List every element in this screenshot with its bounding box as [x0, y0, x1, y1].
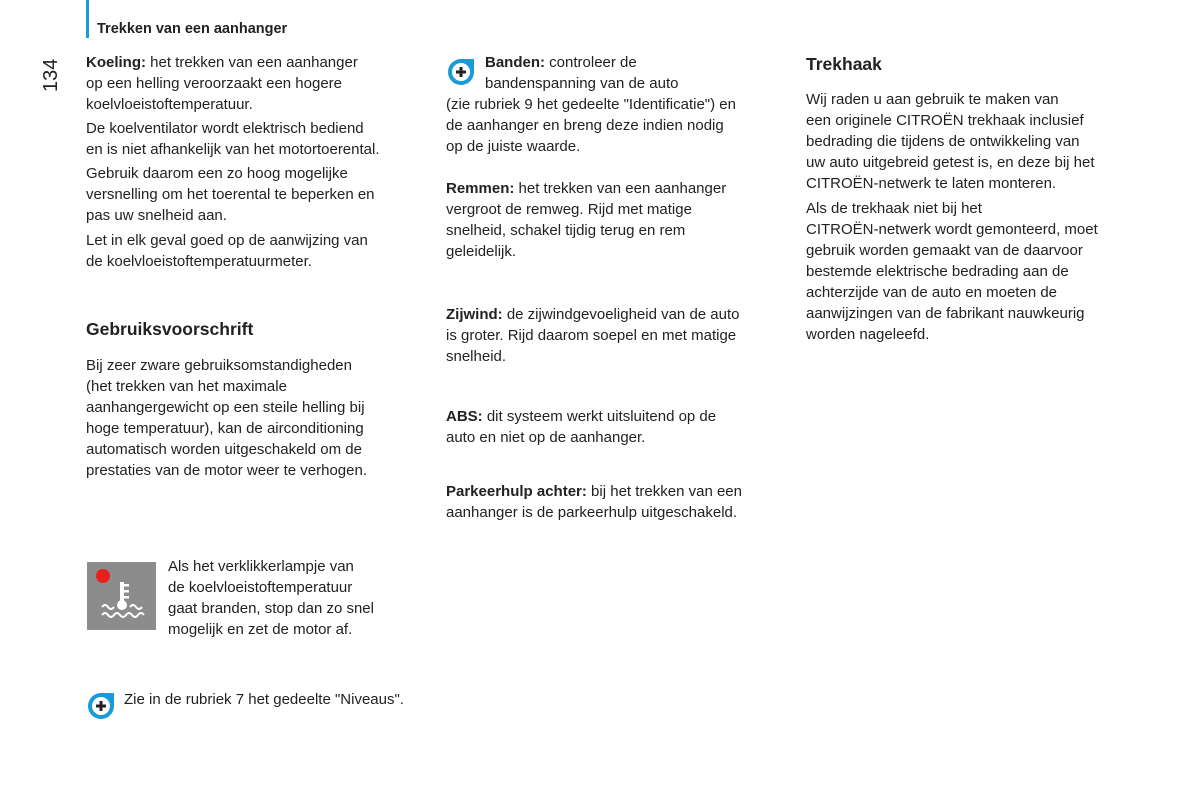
ventilator-paragraph: De koelventilator wordt elektrisch bediend en is niet afhankelijk van het motortoerental. [86, 120, 380, 158]
abs-text: dit systeem werkt uitsluitend op de auto en niet op de aanhanger. [446, 408, 717, 446]
trekhaak-paragraph-2: Als de trekhaak niet bij het CITROËN-netwerk wordt gemonteerd, moet gebruik worden gemaakt van de daarvoor bestemde elektrische bedrading aan de achterzijde van de auto en moeten de aanwijzingen van de fabrikant nauwkeurig worden nageleefd. [806, 200, 1098, 343]
meter-paragraph: Let in elk geval goed op de aanwijzing van de koelvloeistoftemperatuurmeter. [86, 232, 368, 270]
zijwind-label: Zijwind: [446, 306, 503, 323]
note-text: Zie in de rubriek 7 het gedeelte "Niveaus". [124, 691, 404, 708]
banden-label: Banden: [485, 54, 545, 71]
abs-paragraph [446, 406, 716, 448]
parkeerhulp-text: bij het trekken van een aanhanger is de parkeerhulp uitgeschakeld. [446, 483, 742, 521]
info-plus-icon [86, 691, 116, 721]
zijwind-paragraph [446, 304, 740, 367]
trekhaak-heading: Trekhaak [806, 54, 882, 74]
versnelling-paragraph: Gebruik daarom een zo hoog mogelijke versnelling om het toerental te beperken en pas uw snelheid aan. [86, 165, 375, 224]
warning-text: Als het verklikkerlampje van de koelvloeistoftemperatuur gaat branden, stop dan zo snel mogelijk en zet de motor af. [168, 558, 374, 638]
parkeerhulp-paragraph [446, 481, 742, 523]
koeling-paragraph [86, 52, 358, 115]
zijwind-text: de zijwindgevoeligheid van de auto is groter. Rijd daarom soepel en met matige snelheid. [446, 306, 740, 365]
gebruiksvoorschrift-paragraph: Bij zeer zware gebruiksomstandigheden (het trekken van het maximale aanhangergewicht op een steile helling bij hoge temperatuur), kan de airconditioning automatisch worden uitgeschakeld om de prestaties van de motor weer te verhogen. [86, 357, 367, 479]
remmen-label: Remmen: [446, 180, 515, 197]
abs-label: ABS: [446, 408, 483, 425]
page-number: 134 [40, 58, 62, 92]
banden-text: controleer de bandenspanning van de auto [485, 54, 679, 92]
koeling-label: Koeling: [86, 54, 146, 71]
banden-paragraph [485, 52, 679, 94]
section-title: Trekken van een aanhanger [97, 21, 288, 37]
koeling-text: het trekken van een aanhanger op een helling veroorzaakt een hogere koelvloeistoftemperatuur. [86, 54, 358, 113]
trekhaak-paragraph-1: Wij raden u aan gebruik te maken van een originele CITROËN trekhaak inclusief bedrading die tijdens de ontwikkeling van uw auto uitgebreid getest is, en deze bij het CITROËN-netwerk te laten monteren. [806, 91, 1095, 192]
gebruiksvoorschrift-heading: Gebruiksvoorschrift [86, 319, 254, 339]
section-accent-bar [86, 0, 89, 38]
parkeerhulp-label: Parkeerhulp achter: [446, 483, 587, 500]
remmen-paragraph [446, 178, 726, 262]
coolant-temperature-warning-icon [87, 562, 156, 630]
remmen-text: het trekken van een aanhanger vergroot de remweg. Rijd met matige snelheid, schakel tijdig terug en rem geleidelijk. [446, 180, 727, 260]
info-plus-icon [446, 57, 476, 87]
banden-continued: (zie rubriek 9 het gedeelte "Identificatie") en de aanhanger en breng deze indien nodig op de juiste waarde. [446, 96, 736, 155]
